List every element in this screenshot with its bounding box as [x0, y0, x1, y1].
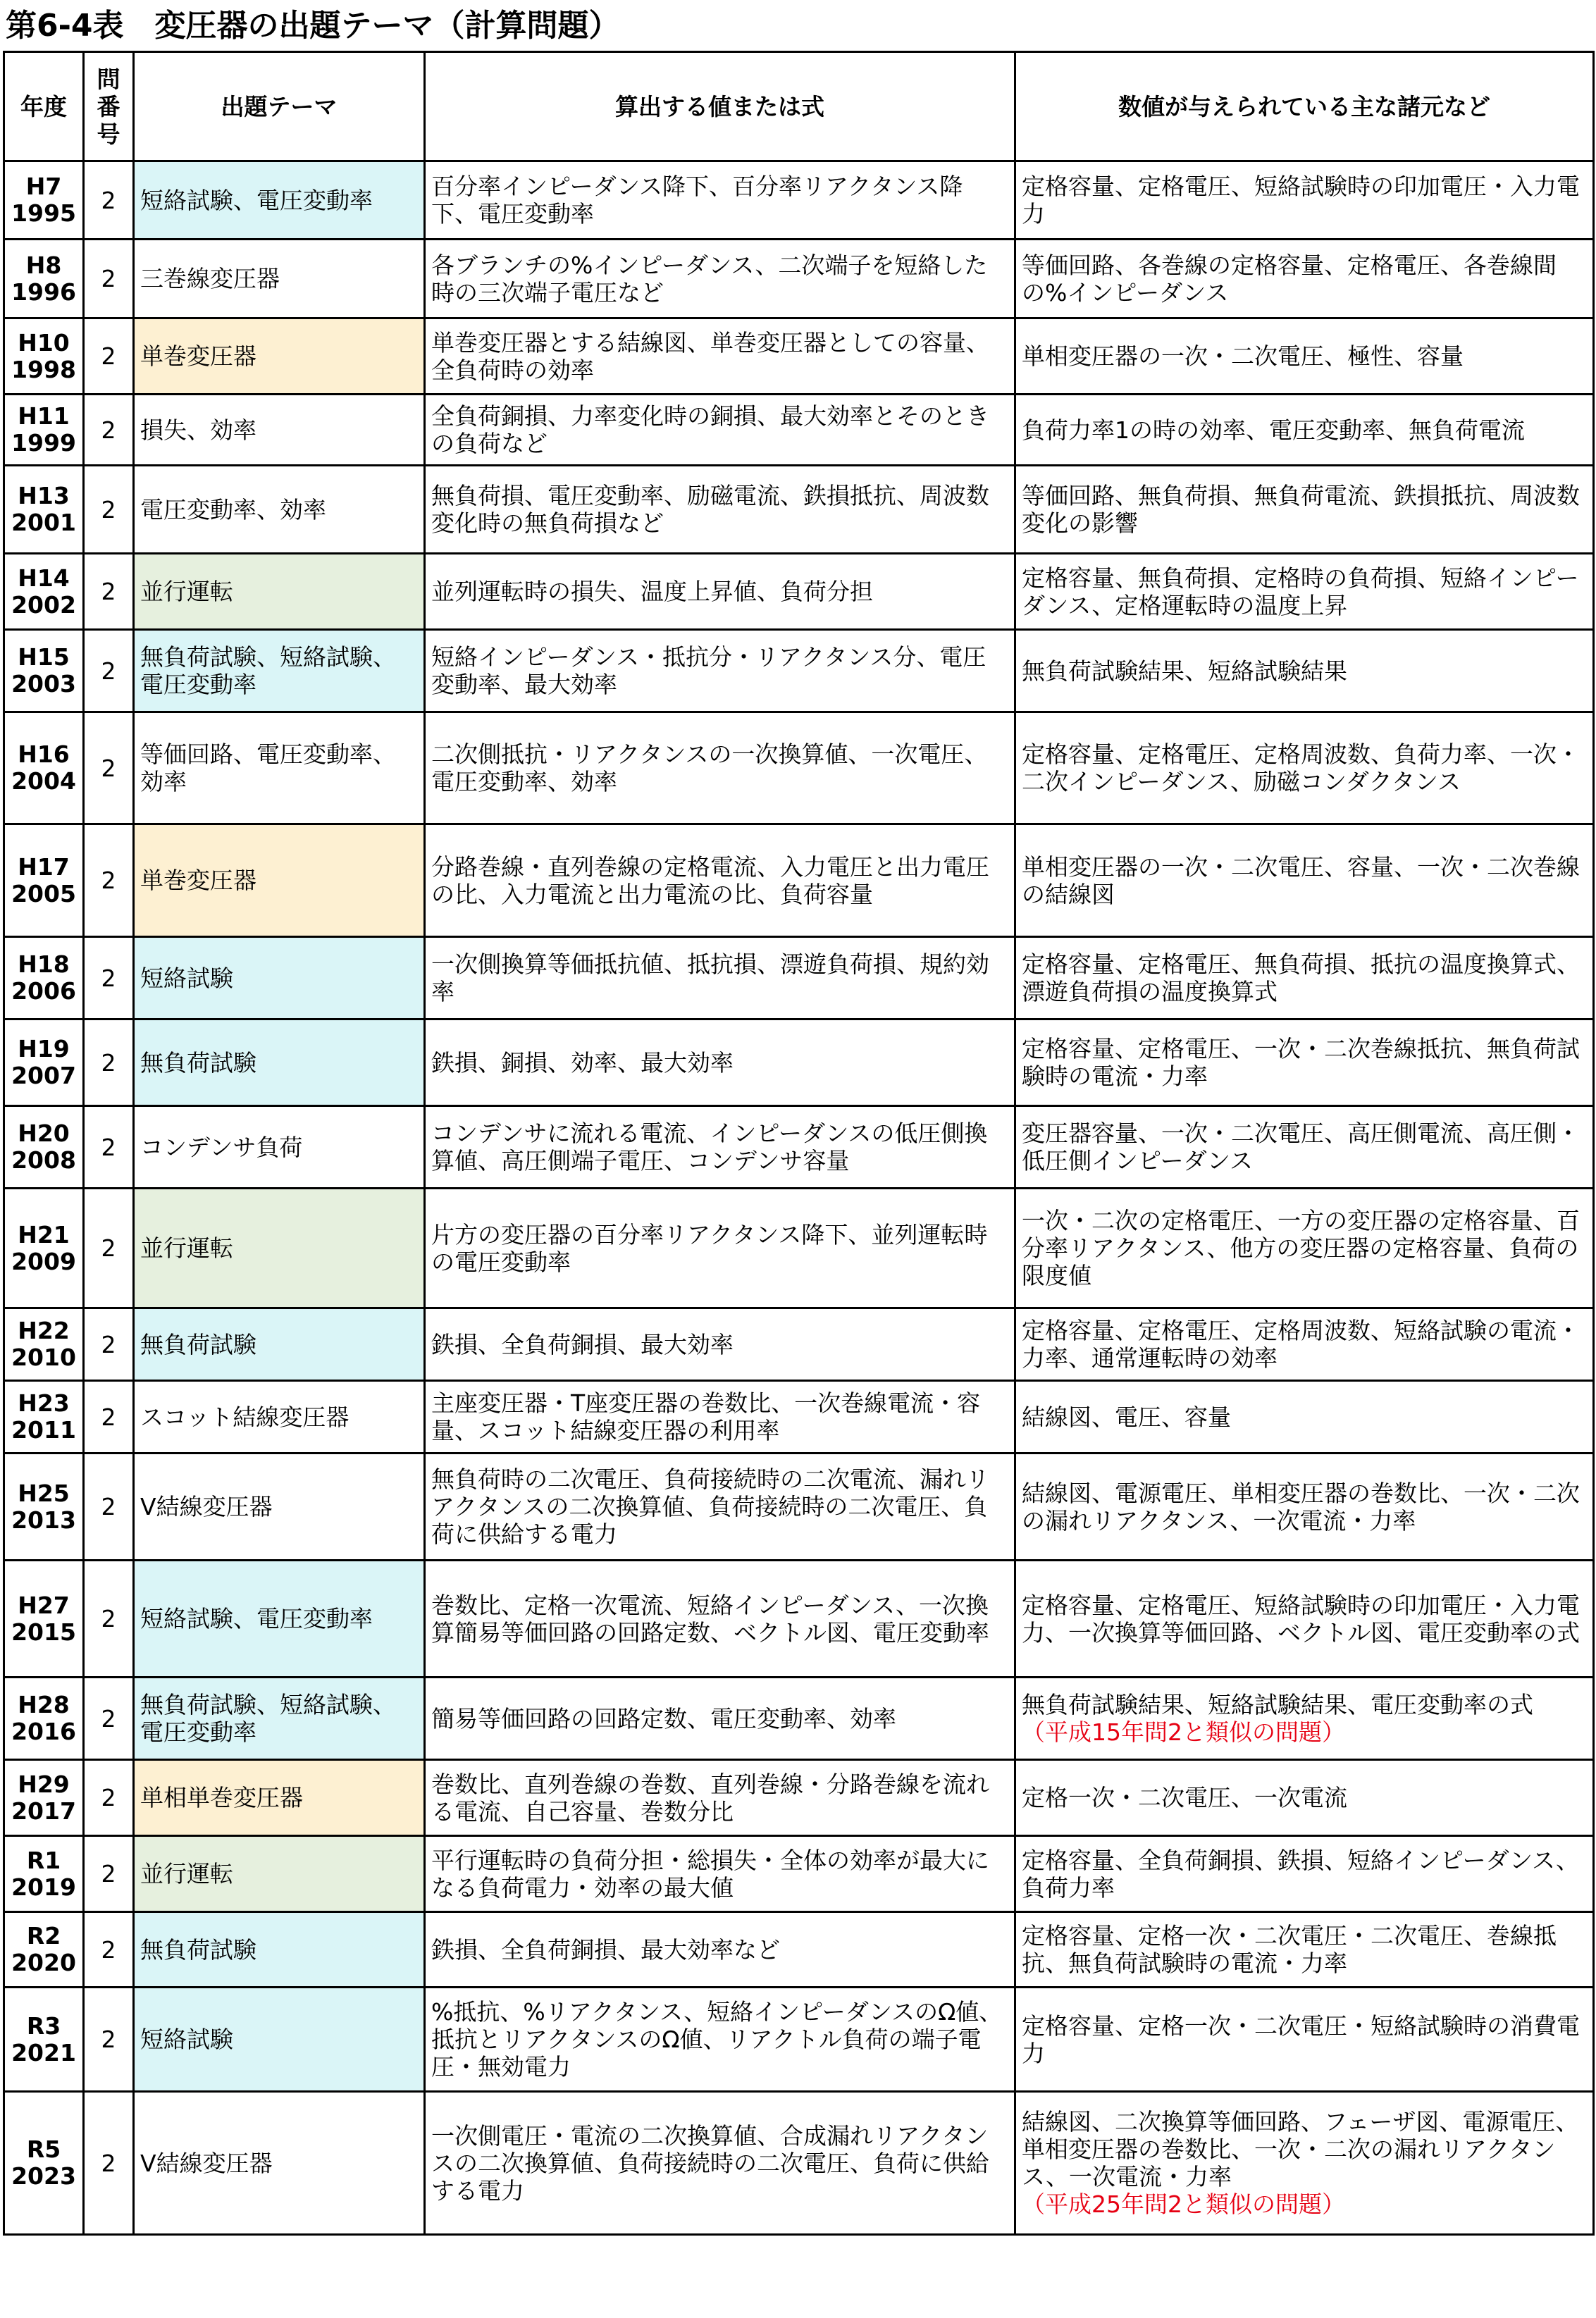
era-label: R2	[26, 1922, 61, 1950]
theme-cell: 単巻変圧器	[134, 318, 425, 395]
table-row	[4, 1836, 1594, 1912]
era-label: R5	[26, 2136, 61, 2163]
given-text: 負荷力率1の時の効率、電圧変動率、無負荷電流	[1022, 416, 1525, 444]
theme-cell: 無負荷試験、短絡試験、電圧変動率	[134, 630, 425, 712]
given-cell	[1015, 161, 1594, 240]
era-label: H22	[18, 1317, 70, 1344]
header-row	[4, 52, 1594, 161]
given-cell	[1015, 1678, 1594, 1760]
era-label: H10	[18, 328, 70, 357]
era-label: H28	[18, 1691, 70, 1718]
year-cell	[4, 1454, 84, 1561]
year-cell	[4, 937, 84, 1019]
era-label: H23	[18, 1389, 70, 1417]
given-text: 定格容量、定格電圧、短絡試験時の印加電圧・入力電力	[1022, 173, 1580, 228]
calc-cell: 無負荷損、電圧変動率、励磁電流、鉄損抵抗、周波数変化時の無負荷損など	[425, 466, 1015, 554]
question-number-cell: 2	[84, 240, 134, 318]
given-cell	[1015, 240, 1594, 318]
table-row	[4, 466, 1594, 554]
theme-cell: 短絡試験、電圧変動率	[134, 161, 425, 240]
given-text: 結線図、電圧、容量	[1022, 1403, 1231, 1431]
table-row	[4, 937, 1594, 1019]
era-label: H14	[18, 564, 70, 592]
year-label: 2021	[11, 2038, 76, 2066]
theme-cell: 単相単巻変圧器	[134, 1760, 425, 1836]
question-number-cell: 2	[84, 1988, 134, 2092]
theme-cell: V結線変圧器	[134, 2092, 425, 2235]
era-label: R1	[26, 1846, 61, 1874]
theme-cell: 並行運転	[134, 554, 425, 630]
year-cell	[4, 630, 84, 712]
given-cell	[1015, 1019, 1594, 1106]
given-cell	[1015, 1988, 1594, 2092]
year-cell	[4, 1308, 84, 1381]
year-label: 2016	[11, 1718, 76, 1745]
given-cell	[1015, 1561, 1594, 1678]
given-cell	[1015, 318, 1594, 395]
year-label: 2004	[11, 767, 76, 795]
theme-cell: コンデンサ負荷	[134, 1106, 425, 1189]
given-text: 定格容量、定格電圧、定格周波数、負荷力率、一次・二次インピーダンス、励磁コンダクタンス	[1022, 740, 1580, 795]
year-cell	[4, 1988, 84, 2092]
given-text: 定格容量、無負荷損、定格時の負荷損、短絡インピーダンス、定格運転時の温度上昇	[1022, 564, 1579, 619]
calc-cell: 二次側抵抗・リアクタンスの一次換算値、一次電圧、電圧変動率、効率	[425, 712, 1015, 824]
given-cell	[1015, 1308, 1594, 1381]
given-cell	[1015, 1106, 1594, 1189]
given-text: 変圧器容量、一次・二次電圧、高圧側電流、高圧側・低圧側インピーダンス	[1022, 1120, 1580, 1175]
calc-cell: 短絡インピーダンス・抵抗分・リアクタンス分、電圧変動率、最大効率	[425, 630, 1015, 712]
year-cell	[4, 1189, 84, 1308]
year-label: 2023	[11, 2162, 76, 2190]
era-label: H20	[18, 1120, 70, 1147]
year-label: 2013	[11, 1506, 76, 1534]
year-label: 2010	[11, 1344, 76, 1371]
given-text: 等価回路、各巻線の定格容量、定格電圧、各巻線間の%インピーダンス	[1022, 251, 1557, 306]
year-cell	[4, 1760, 84, 1836]
year-cell	[4, 1019, 84, 1106]
year-cell	[4, 824, 84, 937]
given-text: 定格一次・二次電圧、一次電流	[1022, 1784, 1347, 1811]
table-row	[4, 161, 1594, 240]
table-row	[4, 1561, 1594, 1678]
table-row	[4, 1912, 1594, 1988]
year-cell	[4, 554, 84, 630]
given-cell	[1015, 1189, 1594, 1308]
year-cell	[4, 1561, 84, 1678]
given-text: 無負荷試験結果、短絡試験結果	[1022, 657, 1347, 685]
question-number-cell: 2	[84, 1760, 134, 1836]
table-row	[4, 1760, 1594, 1836]
year-cell	[4, 395, 84, 466]
table-row	[4, 1106, 1594, 1189]
table-row	[4, 712, 1594, 824]
header-given: 数値が与えられている主な諸元など	[1015, 52, 1594, 161]
theme-cell: 無負荷試験	[134, 1019, 425, 1106]
theme-cell: 等価回路、電圧変動率、効率	[134, 712, 425, 824]
calc-cell: 無負荷時の二次電圧、負荷接続時の二次電流、漏れリアクタンスの二次換算値、負荷接続時の二次電圧、負荷に供給する電力	[425, 1454, 1015, 1561]
year-label: 2001	[11, 509, 76, 536]
year-cell	[4, 1836, 84, 1912]
given-text: 単相変圧器の一次・二次電圧、極性、容量	[1022, 342, 1464, 370]
calc-cell: 鉄損、全負荷銅損、最大効率など	[425, 1912, 1015, 1988]
calc-cell: 簡易等価回路の回路定数、電圧変動率、効率	[425, 1678, 1015, 1760]
year-cell	[4, 1106, 84, 1189]
header-year: 年度	[4, 52, 84, 161]
page-title: 第6-4表 変圧器の出題テーマ（計算問題）	[6, 8, 620, 44]
given-text: 定格容量、定格電圧、無負荷損、抵抗の温度換算式、漂遊負荷損の温度換算式	[1022, 950, 1580, 1005]
given-cell	[1015, 937, 1594, 1019]
table-row	[4, 1381, 1594, 1454]
header-no: 問番号	[84, 52, 134, 161]
table-row	[4, 1189, 1594, 1308]
question-number-cell: 2	[84, 395, 134, 466]
era-label: H16	[18, 740, 70, 768]
question-number-cell: 2	[84, 1561, 134, 1678]
given-text: 結線図、電源電圧、単相変圧器の巻数比、一次・二次の漏れリアクタンス、一次電流・力率	[1022, 1479, 1580, 1535]
given-cell	[1015, 1381, 1594, 1454]
theme-cell: 損失、効率	[134, 395, 425, 466]
era-label: H7	[25, 173, 62, 200]
calc-cell: 分路巻線・直列巻線の定格電流、入力電圧と出力電圧の比、入力電流と出力電流の比、負荷容量	[425, 824, 1015, 937]
calc-cell: 百分率インピーダンス降下、百分率リアクタンス降下、電圧変動率	[425, 161, 1015, 240]
question-number-cell: 2	[84, 1189, 134, 1308]
calc-cell: 巻数比、定格一次電流、短絡インピーダンス、一次換算簡易等価回路の回路定数、ベクトル図、電圧変動率	[425, 1561, 1015, 1678]
theme-cell: 短絡試験	[134, 1988, 425, 2092]
given-cell	[1015, 1760, 1594, 1836]
given-text: 等価回路、無負荷損、無負荷電流、鉄損抵抗、周波数変化の影響	[1022, 482, 1580, 537]
theme-cell: 短絡試験、電圧変動率	[134, 1561, 425, 1678]
calc-cell: 主座変圧器・T座変圧器の巻数比、一次巻線電流・容量、スコット結線変圧器の利用率	[425, 1381, 1015, 1454]
table-row	[4, 1678, 1594, 1760]
question-number-cell: 2	[84, 1454, 134, 1561]
given-cell	[1015, 1836, 1594, 1912]
calc-cell: 単巻変圧器とする結線図、単巻変圧器としての容量、全負荷時の効率	[425, 318, 1015, 395]
theme-cell: 無負荷試験	[134, 1308, 425, 1381]
given-cell	[1015, 712, 1594, 824]
similar-question-note: （平成15年問2と類似の問題）	[1022, 1718, 1345, 1746]
theme-cell: スコット結線変圧器	[134, 1381, 425, 1454]
table-row	[4, 824, 1594, 937]
table-row	[4, 1454, 1594, 1561]
given-cell	[1015, 824, 1594, 937]
theme-cell: 無負荷試験、短絡試験、電圧変動率	[134, 1678, 425, 1760]
year-label: 2017	[11, 1797, 76, 1825]
given-cell	[1015, 466, 1594, 554]
given-text: 定格容量、定格一次・二次電圧・二次電圧、巻線抵抗、無負荷試験時の電流・力率	[1022, 1922, 1557, 1977]
table-row	[4, 318, 1594, 395]
given-text: 定格容量、定格電圧、一次・二次巻線抵抗、無負荷試験時の電流・力率	[1022, 1035, 1580, 1090]
year-cell	[4, 240, 84, 318]
table-row	[4, 1308, 1594, 1381]
calc-cell: 全負荷銅損、力率変化時の銅損、最大効率とそのときの負荷など	[425, 395, 1015, 466]
year-cell	[4, 2092, 84, 2235]
theme-cell: 三巻線変圧器	[134, 240, 425, 318]
question-number-cell: 2	[84, 824, 134, 937]
calc-cell: 一次側換算等価抵抗値、抵抗損、漂遊負荷損、規約効率	[425, 937, 1015, 1019]
question-number-cell: 2	[84, 1381, 134, 1454]
year-cell	[4, 1912, 84, 1988]
theme-cell: 無負荷試験	[134, 1912, 425, 1988]
question-number-cell: 2	[84, 1836, 134, 1912]
exam-theme-table	[3, 51, 1595, 2236]
given-cell	[1015, 630, 1594, 712]
year-label: 2019	[11, 1873, 76, 1901]
given-cell	[1015, 1912, 1594, 1988]
era-label: H11	[18, 402, 70, 430]
given-text: 一次・二次の定格電圧、一方の変圧器の定格容量、百分率リアクタンス、他方の変圧器の定格容量、負荷の限度値	[1022, 1207, 1580, 1289]
given-cell	[1015, 2092, 1594, 2235]
theme-cell: 単巻変圧器	[134, 824, 425, 937]
given-cell	[1015, 554, 1594, 630]
theme-cell: 並行運転	[134, 1189, 425, 1308]
year-label: 2002	[11, 590, 76, 619]
year-cell	[4, 318, 84, 395]
era-label: H21	[18, 1220, 70, 1248]
year-label: 1996	[11, 278, 76, 306]
question-number-cell: 2	[84, 712, 134, 824]
theme-cell: 電圧変動率、効率	[134, 466, 425, 554]
calc-cell: 巻数比、直列巻線の巻数、直列巻線・分路巻線を流れる電流、自己容量、巻数分比	[425, 1760, 1015, 1836]
question-number-cell: 2	[84, 1106, 134, 1189]
year-cell	[4, 1678, 84, 1760]
era-label: H13	[18, 482, 70, 509]
calc-cell: %抵抗、%リアクタンス、短絡インピーダンスのΩ値、抵抗とリアクタンスのΩ値、リアクトル負荷の端子電圧・無効電力	[425, 1988, 1015, 2092]
year-label: 2003	[11, 670, 76, 698]
year-label: 2008	[11, 1146, 76, 1174]
given-text: 無負荷試験結果、短絡試験結果、電圧変動率の式	[1022, 1691, 1533, 1718]
theme-cell: 短絡試験	[134, 937, 425, 1019]
era-label: H18	[18, 950, 70, 978]
calc-cell: 片方の変圧器の百分率リアクタンス降下、並列運転時の電圧変動率	[425, 1189, 1015, 1308]
year-label: 2005	[11, 879, 76, 907]
calc-cell: 並列運転時の損失、温度上昇値、負荷分担	[425, 554, 1015, 630]
table-row	[4, 554, 1594, 630]
era-label: H29	[18, 1770, 70, 1798]
calc-cell: 鉄損、全負荷銅損、最大効率	[425, 1308, 1015, 1381]
question-number-cell: 2	[84, 1912, 134, 1988]
year-cell	[4, 466, 84, 554]
table-row	[4, 395, 1594, 466]
given-text: 単相変圧器の一次・二次電圧、容量、一次・二次巻線の結線図	[1022, 853, 1580, 908]
given-cell	[1015, 1454, 1594, 1561]
question-number-cell: 2	[84, 630, 134, 712]
given-text: 定格容量、定格電圧、短絡試験時の印加電圧・入力電力、一次換算等価回路、ベクトル図、電圧変動率の式	[1022, 1591, 1580, 1647]
question-number-cell: 2	[84, 318, 134, 395]
question-number-cell: 2	[84, 2092, 134, 2235]
era-label: R3	[26, 2012, 61, 2040]
table-row	[4, 1988, 1594, 2092]
calc-cell: 一次側電圧・電流の二次換算値、合成漏れリアクタンスの二次換算値、負荷接続時の二次電圧、負荷に供給する電力	[425, 2092, 1015, 2235]
table-row	[4, 240, 1594, 318]
given-text: 結線図、二次換算等価回路、フェーザ図、電源電圧、単相変圧器の巻数比、一次・二次の漏れリアクタンス、一次電流・力率	[1022, 2108, 1579, 2190]
theme-cell: 並行運転	[134, 1836, 425, 1912]
year-label: 2011	[11, 1416, 76, 1444]
calc-cell: コンデンサに流れる電流、インピーダンスの低圧側換算値、高圧側端子電圧、コンデンサ容量	[425, 1106, 1015, 1189]
era-label: H19	[18, 1035, 70, 1062]
year-cell	[4, 1381, 84, 1454]
question-number-cell: 2	[84, 554, 134, 630]
given-text: 定格容量、定格電圧、定格周波数、短絡試験の電流・力率、通常運転時の効率	[1022, 1317, 1580, 1372]
year-cell	[4, 712, 84, 824]
era-label: H27	[18, 1591, 70, 1619]
header-theme: 出題テーマ	[134, 52, 425, 161]
table-row	[4, 630, 1594, 712]
year-cell	[4, 161, 84, 240]
question-number-cell: 2	[84, 937, 134, 1019]
question-number-cell: 2	[84, 466, 134, 554]
table-row	[4, 2092, 1594, 2235]
era-label: H15	[18, 643, 70, 671]
calc-cell: 各ブランチの%インピーダンス、二次端子を短絡した時の三次端子電圧など	[425, 240, 1015, 318]
year-label: 1999	[11, 429, 76, 457]
era-label: H8	[25, 251, 62, 279]
year-label: 2007	[11, 1062, 76, 1089]
given-text: 定格容量、定格一次・二次電圧・短絡試験時の消費電力	[1022, 2012, 1580, 2067]
year-label: 2020	[11, 1949, 76, 1976]
table-body	[4, 161, 1594, 2235]
given-cell	[1015, 395, 1594, 466]
question-number-cell: 2	[84, 1019, 134, 1106]
question-number-cell: 2	[84, 161, 134, 240]
era-label: H25	[18, 1479, 70, 1507]
era-label: H17	[18, 853, 70, 881]
question-number-cell: 2	[84, 1678, 134, 1760]
theme-cell: V結線変圧器	[134, 1454, 425, 1561]
calc-cell: 鉄損、銅損、効率、最大効率	[425, 1019, 1015, 1106]
year-label: 1998	[11, 355, 76, 383]
given-text: 定格容量、全負荷銅損、鉄損、短絡インピーダンス、負荷力率	[1022, 1846, 1580, 1902]
calc-cell: 平行運転時の負荷分担・総損失・全体の効率が最大になる負荷電力・効率の最大値	[425, 1836, 1015, 1912]
question-number-cell: 2	[84, 1308, 134, 1381]
year-label: 1995	[11, 199, 76, 227]
similar-question-note: （平成25年問2と類似の問題）	[1022, 2190, 1345, 2218]
header-calc: 算出する値または式	[425, 52, 1015, 161]
year-label: 2015	[11, 1618, 76, 1646]
year-label: 2006	[11, 977, 76, 1005]
table-row	[4, 1019, 1594, 1106]
year-label: 2009	[11, 1247, 76, 1275]
